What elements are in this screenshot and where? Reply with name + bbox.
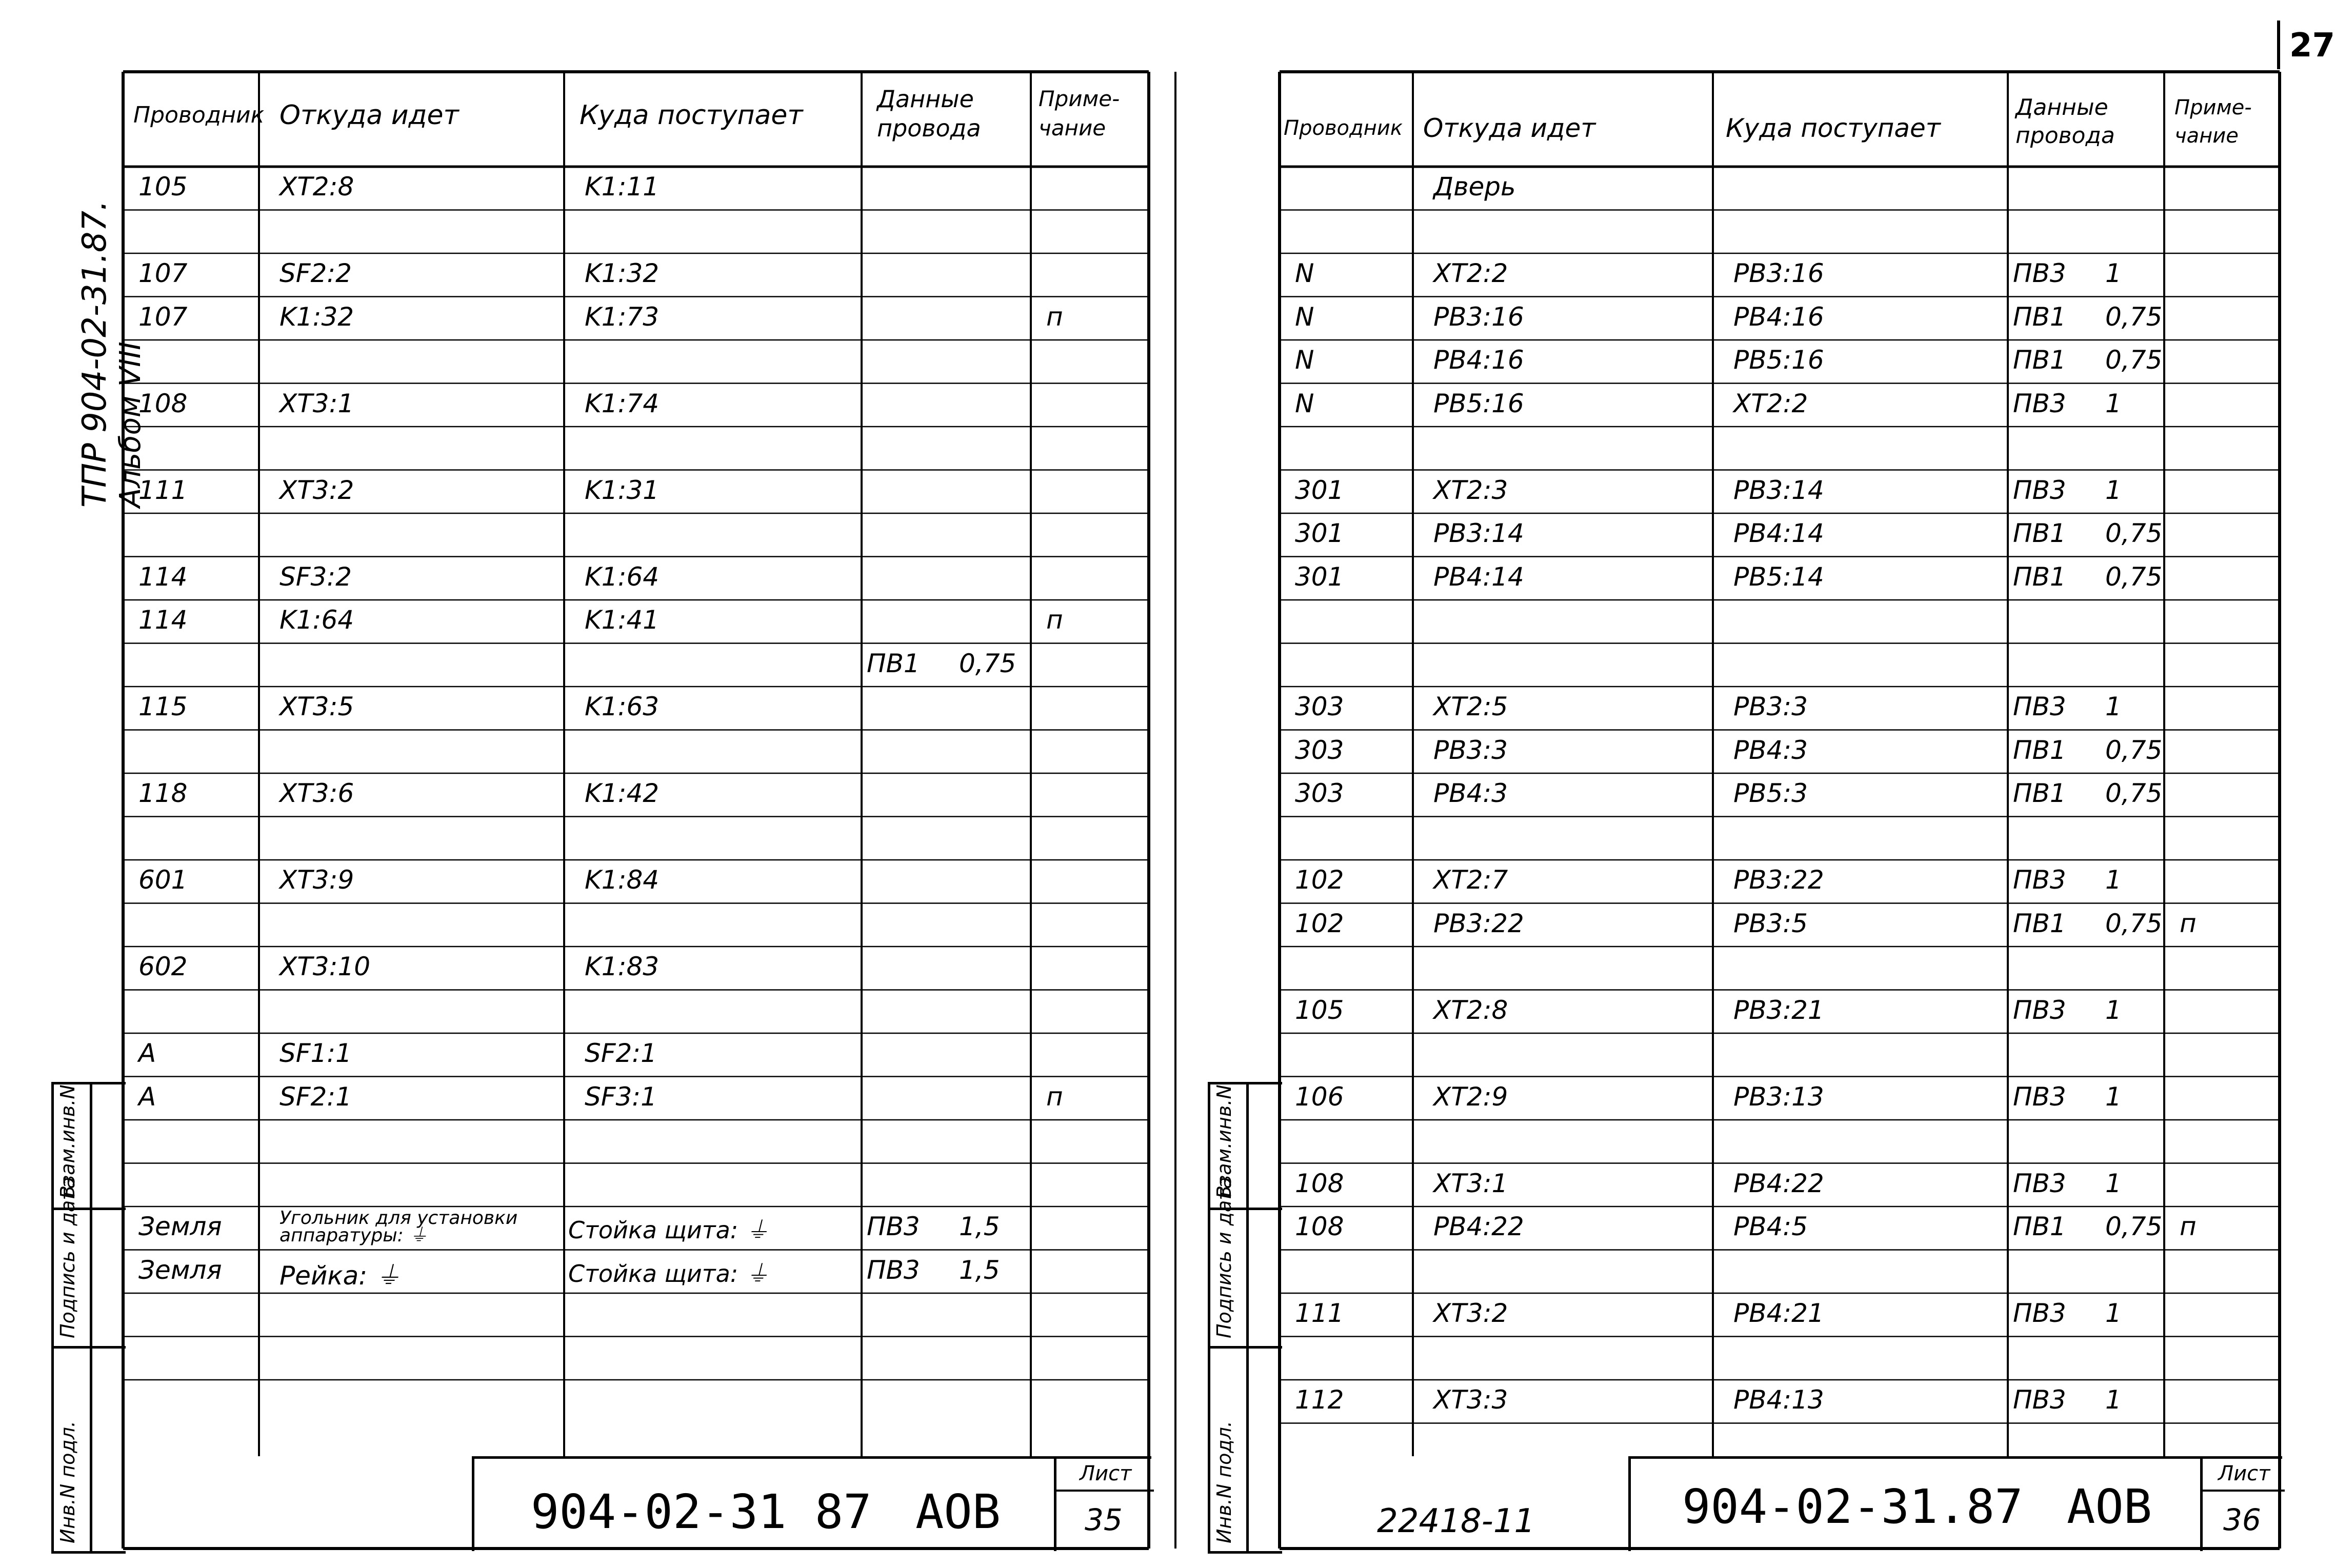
left-doc-mark: АОВ <box>915 1484 1001 1539</box>
side-stamp-line2: Альбом VIII <box>114 341 147 508</box>
right-cell-to: PB3:13 <box>1733 1081 1824 1112</box>
right-cell-conductor: N <box>1295 388 1314 418</box>
right-cell-from: PB4:14 <box>1433 561 1524 592</box>
right-cell-from: PB3:14 <box>1433 518 1524 548</box>
right-cell-wire-section: 0,75 <box>2105 561 2163 592</box>
left-cell-to: K1:41 <box>585 605 660 635</box>
right-cell-conductor: N <box>1295 345 1314 375</box>
right-cell-to: PB3:5 <box>1733 908 1808 938</box>
right-cell-conductor: 303 <box>1295 778 1344 808</box>
right-cell-from: XT3:2 <box>1433 1298 1508 1328</box>
right-doc-mark: АОВ <box>2067 1479 2152 1534</box>
right-cell-wire-type: ПВ3 <box>2013 475 2066 505</box>
right-cell-to: PB5:3 <box>1733 778 1808 808</box>
left-cell-conductor: A <box>138 1081 156 1112</box>
right-cell-wire-section: 0,75 <box>2105 518 2163 548</box>
left-cell-to: K1:11 <box>585 172 660 202</box>
right-cell-to: PB4:22 <box>1733 1168 1824 1198</box>
left-cell-to: Стойка щита: ⏚ <box>568 1216 769 1244</box>
right-header-data-1: Данные <box>2015 94 2108 120</box>
right-cell-wire-section: 0,75 <box>2105 1212 2163 1241</box>
right-cell-wire-type: ПВ3 <box>2013 388 2066 418</box>
right-cell-conductor: 105 <box>1295 995 1344 1025</box>
left-cell-wire-section: 0,75 <box>959 648 1016 678</box>
left-cell-from: XT3:10 <box>280 952 371 981</box>
right-sheet-box <box>2200 1459 2285 1551</box>
right-cell-wire-type: ПВ1 <box>2013 778 2066 808</box>
right-cell-from: PB3:3 <box>1433 735 1508 765</box>
left-cell-from: XT3:5 <box>280 692 354 721</box>
right-margin-sign-date: Подпись и дата <box>1213 1177 1235 1338</box>
right-header-from: Откуда идет <box>1423 113 1596 143</box>
right-cell-conductor: 112 <box>1295 1385 1344 1415</box>
left-cell-conductor: 107 <box>138 258 188 288</box>
right-doc-code: 904-02-31.87 <box>1682 1479 2023 1534</box>
left-cell-from: SF2:2 <box>280 258 352 288</box>
right-cell-wire-section: 1 <box>2105 1168 2122 1198</box>
right-cell-from: PB5:16 <box>1433 388 1524 418</box>
left-cell-conductor: 114 <box>138 605 188 635</box>
left-cell-conductor: 114 <box>138 561 188 592</box>
right-cell-wire-type: ПВ3 <box>2013 1081 2066 1112</box>
left-cell-to: K1:32 <box>585 258 660 288</box>
right-margin-inv-orig: Инв.N подл. <box>1213 1421 1235 1543</box>
left-margin-replace-inv: Взам.инв.N <box>56 1084 79 1199</box>
left-cell-conductor: 108 <box>138 388 188 418</box>
left-doc-code: 904-02-31 87 <box>531 1484 872 1539</box>
left-margin-sign-date: Подпись и дата <box>56 1177 79 1338</box>
right-cell-wire-section: 1 <box>2105 995 2122 1025</box>
left-cell-conductor: Земля <box>138 1255 222 1285</box>
right-cell-wire-section: 1 <box>2105 388 2122 418</box>
left-cell-to: K1:83 <box>585 952 660 981</box>
left-cell-conductor: Земля <box>138 1212 222 1241</box>
right-header-note-2: чание <box>2174 124 2239 148</box>
right-cell-wire-type: ПВ1 <box>2013 908 2066 938</box>
left-cell-from: XT3:9 <box>280 865 354 895</box>
left-cell-from: XT3:1 <box>280 388 354 418</box>
right-cell-from: XT2:7 <box>1433 865 1508 895</box>
left-header-conductor: Проводник <box>133 102 265 128</box>
left-cell-to: K1:31 <box>585 475 660 505</box>
left-header-to: Куда поступает <box>580 100 803 131</box>
right-cell-wire-section: 0,75 <box>2105 778 2163 808</box>
left-cell-from: K1:64 <box>280 605 354 635</box>
right-cell-to: XT2:2 <box>1733 388 1808 418</box>
right-cell-to: PB4:14 <box>1733 518 1824 548</box>
right-cell-wire-section: 1 <box>2105 258 2122 288</box>
left-cell-conductor: 105 <box>138 172 188 202</box>
left-cell-wire-type: ПВ3 <box>867 1255 920 1285</box>
left-cell-conductor: 107 <box>138 301 188 332</box>
right-header-note-1: Приме- <box>2174 96 2252 119</box>
left-margin-inv-orig: Инв.N подл. <box>56 1421 79 1543</box>
left-sheet-number: 35 <box>1085 1502 1123 1537</box>
right-cell-conductor: 111 <box>1295 1298 1344 1328</box>
right-cell-from: XT2:5 <box>1433 692 1508 721</box>
left-cell-wire-type: ПВ1 <box>867 648 920 678</box>
right-header-to: Куда поступает <box>1726 113 1941 143</box>
right-cell-wire-section: 0,75 <box>2105 908 2163 938</box>
left-sheet-box <box>1054 1459 1154 1551</box>
right-cell-conductor: 102 <box>1295 865 1344 895</box>
right-cell-from: PB4:22 <box>1433 1212 1524 1241</box>
right-cell-from: PB3:16 <box>1433 301 1524 332</box>
right-cell-from: PB3:22 <box>1433 908 1524 938</box>
right-cell-from: XT2:8 <box>1433 995 1508 1025</box>
left-header-note-1: Приме- <box>1039 86 1120 111</box>
left-cell-conductor: 115 <box>138 692 188 721</box>
right-cell-wire-section: 1 <box>2105 1385 2122 1415</box>
right-sheet-label: Лист <box>2218 1462 2270 1485</box>
left-cell-from: SF2:1 <box>280 1081 352 1112</box>
right-cell-from: XT2:2 <box>1433 258 1508 288</box>
right-cell-conductor: 102 <box>1295 908 1344 938</box>
left-cell-from: Угольник для установки аппаратуры: ⏚ <box>280 1208 518 1246</box>
right-cell-note: п <box>2180 1212 2197 1241</box>
left-cell-from: SF1:1 <box>280 1038 352 1068</box>
right-cell-wire-type: ПВ1 <box>2013 735 2066 765</box>
right-cell-wire-type: ПВ3 <box>2013 995 2066 1025</box>
right-cell-from: XT2:3 <box>1433 475 1508 505</box>
page-number: 27 <box>2289 27 2335 65</box>
right-archive-number: 22418-11 <box>1377 1502 1535 1540</box>
right-cell-wire-section: 1 <box>2105 1081 2122 1112</box>
left-cell-wire-section: 1,5 <box>959 1212 1000 1241</box>
right-cell-wire-type: ПВ1 <box>2013 518 2066 548</box>
left-cell-to: K1:84 <box>585 865 660 895</box>
left-cell-conductor: 602 <box>138 952 188 981</box>
right-cell-wire-section: 1 <box>2105 475 2122 505</box>
left-cell-to: K1:63 <box>585 692 660 721</box>
right-cell-to: PB3:21 <box>1733 995 1824 1025</box>
right-header-conductor: Проводник <box>1284 116 1403 140</box>
left-header-data-2: провода <box>877 114 981 142</box>
right-cell-conductor: 108 <box>1295 1168 1344 1198</box>
right-margin-replace-inv: Взам.инв.N <box>1213 1084 1235 1199</box>
right-cell-to: PB3:16 <box>1733 258 1824 288</box>
left-cell-note: п <box>1046 301 1063 332</box>
right-cell-wire-section: 1 <box>2105 865 2122 895</box>
right-cell-to: PB4:3 <box>1733 735 1808 765</box>
center-binding-line <box>1174 72 1176 1549</box>
right-cell-to: PB4:16 <box>1733 301 1824 332</box>
left-cell-note: п <box>1046 605 1063 635</box>
side-stamp-line1: ТПР 904-02-31.87. <box>76 200 114 508</box>
left-cell-wire-section: 1,5 <box>959 1255 1000 1285</box>
left-cell-to: K1:42 <box>585 778 660 808</box>
right-cell-conductor: 108 <box>1295 1212 1344 1241</box>
left-cell-from: Рейка: ⏚ <box>280 1260 401 1291</box>
right-cell-to: PB3:3 <box>1733 692 1808 721</box>
right-cell-wire-section: 0,75 <box>2105 301 2163 332</box>
right-cell-to: PB4:5 <box>1733 1212 1808 1241</box>
right-sheet <box>1280 72 2280 1549</box>
left-cell-to: K1:74 <box>585 388 660 418</box>
left-cell-to: SF2:1 <box>585 1038 657 1068</box>
left-cell-wire-type: ПВ3 <box>867 1212 920 1241</box>
right-cell-wire-section: 0,75 <box>2105 345 2163 375</box>
left-cell-from: XT2:8 <box>280 172 354 202</box>
left-cell-conductor: A <box>138 1038 156 1068</box>
right-cell-conductor: 301 <box>1295 475 1344 505</box>
right-cell-wire-type: ПВ3 <box>2013 1385 2066 1415</box>
right-cell-to: PB3:22 <box>1733 865 1824 895</box>
left-cell-to: K1:73 <box>585 301 660 332</box>
left-cell-from: XT3:2 <box>280 475 354 505</box>
right-cell-conductor: 301 <box>1295 561 1344 592</box>
left-cell-conductor: 601 <box>138 865 188 895</box>
right-cell-to: PB5:14 <box>1733 561 1824 592</box>
right-cell-wire-section: 1 <box>2105 692 2122 721</box>
left-header-note-2: чание <box>1039 115 1106 140</box>
left-title-block <box>472 1456 1151 1551</box>
right-cell-from: XT2:9 <box>1433 1081 1508 1112</box>
right-cell-wire-type: ПВ1 <box>2013 561 2066 592</box>
left-cell-from: K1:32 <box>280 301 354 332</box>
right-sheet-number: 36 <box>2223 1502 2261 1537</box>
right-cell-wire-type: ПВ3 <box>2013 258 2066 288</box>
left-cell-to: Стойка щита: ⏚ <box>568 1259 769 1288</box>
right-cell-wire-type: ПВ3 <box>2013 692 2066 721</box>
right-cell-from: XT3:3 <box>1433 1385 1508 1415</box>
right-cell-to: PB3:14 <box>1733 475 1824 505</box>
left-cell-conductor: 111 <box>138 475 188 505</box>
left-cell-to: SF3:1 <box>585 1081 657 1112</box>
right-cell-conductor: N <box>1295 258 1314 288</box>
left-header-from: Откуда идет <box>280 100 459 131</box>
right-cell-from: PB4:16 <box>1433 345 1524 375</box>
right-cell-wire-section: 1 <box>2105 1298 2122 1328</box>
right-cell-wire-type: ПВ1 <box>2013 301 2066 332</box>
right-cell-wire-type: ПВ3 <box>2013 1168 2066 1198</box>
right-cell-conductor: N <box>1295 301 1314 332</box>
right-cell-to: PB5:16 <box>1733 345 1824 375</box>
left-sheet-label: Лист <box>1080 1462 1132 1485</box>
right-cell-from: XT3:1 <box>1433 1168 1508 1198</box>
right-cell-to: PB4:13 <box>1733 1385 1824 1415</box>
right-cell-conductor: 106 <box>1295 1081 1344 1112</box>
right-cell-conductor: 303 <box>1295 735 1344 765</box>
left-cell-note: п <box>1046 1081 1063 1112</box>
left-cell-to: K1:64 <box>585 561 660 592</box>
right-title-block <box>1628 1456 2282 1551</box>
right-cell-conductor: 303 <box>1295 692 1344 721</box>
right-cell-note: п <box>2180 908 2197 938</box>
right-cell-conductor: 301 <box>1295 518 1344 548</box>
right-header-data-2: провода <box>2015 123 2115 149</box>
left-table-grid <box>123 72 1149 1549</box>
right-cell-wire-section: 0,75 <box>2105 735 2163 765</box>
right-cell-from: Дверь <box>1433 172 1516 202</box>
right-cell-wire-type: ПВ3 <box>2013 865 2066 895</box>
right-cell-wire-type: ПВ1 <box>2013 1212 2066 1241</box>
left-cell-from: SF3:2 <box>280 561 352 592</box>
left-header-data-1: Данные <box>877 85 974 113</box>
left-cell-conductor: 118 <box>138 778 188 808</box>
left-cell-from: XT3:6 <box>280 778 354 808</box>
left-sheet <box>123 72 1149 1549</box>
right-cell-from: PB4:3 <box>1433 778 1508 808</box>
right-cell-wire-type: ПВ1 <box>2013 345 2066 375</box>
right-cell-to: PB4:21 <box>1733 1298 1824 1328</box>
page-number-box <box>2277 21 2335 69</box>
right-cell-wire-type: ПВ3 <box>2013 1298 2066 1328</box>
